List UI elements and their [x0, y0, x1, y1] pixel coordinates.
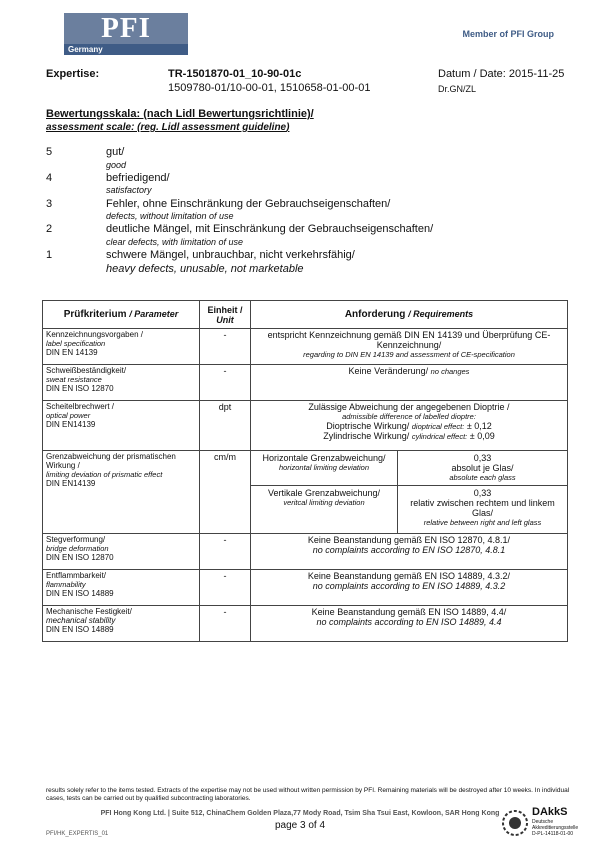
- page-number: page 3 of 4: [274, 820, 326, 831]
- expertise-number-2: 1509780-01/10-00-01, 1510658-01-00-01: [168, 82, 371, 94]
- scale-de-4: befriedigend/: [106, 172, 170, 184]
- param-cell: Scheitelbrechwert / optical power DIN EN14139: [43, 401, 200, 451]
- header-requirements: Anforderung / Requirements: [251, 301, 568, 329]
- footer-address: PFI Hong Kong Ltd. | Suite 512, ChinaChem Golden Plaza,77 Mody Road, Tsim Sha Tsui East, Kowloon, SAR Hong Kong: [100, 810, 500, 817]
- scale-de-5: gut/: [106, 146, 125, 158]
- scale-en-2: clear defects, with limitation of use: [106, 237, 244, 247]
- requirement-cell: Keine Beanstandung gemäß EN ISO 12870, 4.8.1/ no complaints according to EN ISO 12870, 4.8.1: [251, 534, 568, 570]
- requirement-cell: entspricht Kennzeichnung gemäß DIN EN 14139 und Überprüfung CE-Kennzeichnung/ regarding to DIN EN 14139 and assessment of CE-specification: [251, 329, 568, 365]
- unit-cell: -: [200, 534, 251, 570]
- horizontal-value: 0,33 absolut je Glas/ absolute each glass: [398, 451, 568, 485]
- scale-num-5: 5: [46, 146, 53, 158]
- scale-en-5: good: [106, 160, 127, 170]
- scale-title-de: Bewertungsskala: (nach Lidl Bewertungsrichtlinie)/: [46, 108, 314, 120]
- expertise-label: Expertise:: [46, 68, 100, 80]
- table-row: [43, 570, 568, 606]
- table-row: [43, 606, 568, 642]
- requirement-cell: Zulässige Abweichung der angegebenen Dioptrie / admissible difference of labelled dioptre: Dioptrische Wirkung/ dioptrical effect: ± 0,12 Zylindrische Wirkung/ cylindrical effect: ± 0,09: [251, 401, 568, 451]
- param-cell: Stegverformung/ bridge deformation DIN EN ISO 12870: [43, 534, 200, 570]
- header-parameter: Prüfkriterium / Parameter: [43, 301, 200, 329]
- dakks-name: DAkkS: [532, 806, 568, 818]
- vertical-label: Vertikale Grenzabweichung/ veritcal limiting deviation: [251, 485, 398, 533]
- scale-en-3: defects, without limitation of use: [106, 211, 234, 221]
- table-row: [43, 365, 568, 401]
- param-cell: Grenzabweichung der prismatischen Wirkung / limiting deviation of prismatic effect DIN EN14139: [43, 451, 200, 534]
- requirement-cell: [251, 451, 568, 534]
- unit-cell: -: [200, 365, 251, 401]
- table-row: [43, 534, 568, 570]
- unit-cell: -: [200, 606, 251, 642]
- requirement-cell: Keine Veränderung/ no changes: [251, 365, 568, 401]
- scale-num-1: 1: [46, 249, 53, 261]
- scale-num-3: 3: [46, 198, 53, 210]
- document-code: PFI/HK_EXPERTIS_01: [46, 831, 109, 837]
- horizontal-label: Horizontale Grenzabweichung/ horizontal limiting deviation: [251, 451, 398, 485]
- scale-num-2: 2: [46, 223, 53, 235]
- initials: Dr.GN/ZL: [438, 84, 477, 94]
- param-cell: Schweißbeständigkeit/ sweat resistance DIN EN ISO 12870: [43, 365, 200, 401]
- table-row: [43, 401, 568, 451]
- param-cell: Kennzeichnungsvorgaben / label specification DIN EN 14139: [43, 329, 200, 365]
- unit-cell: -: [200, 570, 251, 606]
- logo-text: PFI: [64, 13, 188, 44]
- dakks-emblem-icon: [500, 808, 530, 838]
- logo-subtext: Germany: [64, 44, 188, 55]
- scale-en-4: satisfactory: [106, 185, 152, 195]
- unit-cell: dpt: [200, 401, 251, 451]
- requirement-cell: Keine Beanstandung gemäß EN ISO 14889, 4.4/ no complaints according to EN ISO 14889, 4.4: [251, 606, 568, 642]
- scale-num-4: 4: [46, 172, 53, 184]
- parameter-table: [42, 300, 568, 642]
- scale-title-en: assessment scale: (reg. Lidl assessment guideline): [46, 122, 290, 133]
- table-row: [43, 451, 568, 534]
- member-text: Member of PFI Group: [462, 29, 554, 39]
- param-cell: Entflammbarkeit/ flammability DIN EN ISO 14889: [43, 570, 200, 606]
- dakks-text: Deutsche Akkreditierungsstelle D-PL-14118-01-00: [532, 819, 579, 837]
- scale-de-3: Fehler, ohne Einschränkung der Gebrauchseigenschaften/: [106, 198, 391, 210]
- requirement-cell: Keine Beanstandung gemäß EN ISO 14889, 4.3.2/ no complaints according to EN ISO 14889, 4.3.2: [251, 570, 568, 606]
- param-cell: Mechanische Festigkeit/ mechanical stability DIN EN ISO 14889: [43, 606, 200, 642]
- date-label: Datum / Date: 2015-11-25: [438, 68, 565, 80]
- scale-en-1: heavy defects, unusable, not marketable: [106, 263, 304, 275]
- scale-de-1: schwere Mängel, unbrauchbar, nicht verkehrsfähig/: [106, 249, 355, 261]
- vertical-value: 0,33 relativ zwischen rechtem und linkem Glas/ relative between right and left glass: [410, 487, 555, 527]
- pfi-logo: [64, 13, 188, 55]
- footer-note: results solely refer to the items tested. Extracts of the expertise may not be used without written permission by PFI. Remaining materials will be destroyed after 10 weeks. In individual cases, tests can be carried out by qualified subcontracting laboratories.: [46, 787, 570, 802]
- header-unit: Einheit / Unit: [200, 301, 251, 329]
- table-header-row: [43, 301, 568, 329]
- table-row: [43, 329, 568, 365]
- scale-de-2: deutliche Mängel, mit Einschränkung der Gebrauchseigenschaften/: [106, 223, 434, 235]
- dakks-logo: [500, 806, 580, 846]
- unit-cell: -: [200, 329, 251, 365]
- unit-cell: cm/m: [200, 451, 251, 534]
- expertise-number: TR-1501870-01_10-90-01c: [168, 68, 302, 80]
